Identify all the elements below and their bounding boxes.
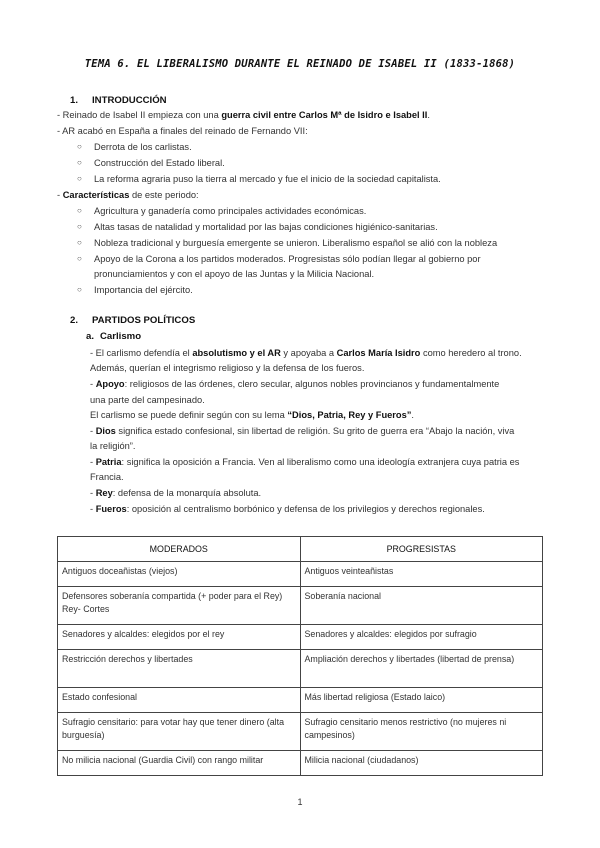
subsection-letter: a.: [86, 331, 95, 342]
list-item: Nobleza tradicional y burguesía emergente se unieron. Liberalismo español se alió con la nobleza: [94, 238, 498, 248]
table-row: [58, 688, 543, 713]
table-row: [58, 587, 543, 625]
table-cell: Senadores y alcaldes: elegidos por el rey: [58, 625, 301, 650]
table-row: [58, 650, 543, 688]
characteristics-heading: - Características de este periodo:: [57, 190, 199, 200]
table-cell: Sufragio censitario: para votar hay que tener dinero (alta burguesía): [58, 713, 301, 751]
list-item: Apoyo de la Corona a los partidos moderados. Progresistas sólo podían llegar al gobierno por: [94, 254, 481, 264]
table-cell: Ampliación derechos y libertades (libertad de prensa): [300, 650, 543, 688]
parties-comparison-table: [57, 536, 543, 776]
table-cell: No milicia nacional (Guardia Civil) con rango militar: [58, 751, 301, 776]
section-1-number: 1.: [70, 95, 79, 106]
table-header-progresistas: PROGRESISTAS: [300, 537, 543, 562]
carlismo-rey: - Rey: defensa de la monarquía absoluta.: [90, 488, 262, 498]
bullet-circle-icon: ○: [77, 206, 82, 215]
table-row: [58, 713, 543, 751]
table-cell: Defensores soberanía compartida (+ poder para el Rey) Rey- Cortes: [58, 587, 301, 625]
table-cell: Restricción derechos y libertades: [58, 650, 301, 688]
table-cell: Milicia nacional (ciudadanos): [300, 751, 543, 776]
intro-line-2: - AR acabó en España a finales del reinado de Fernando VII:: [57, 126, 308, 136]
table-row: [58, 562, 543, 587]
carlismo-fueros: - Fueros: oposición al centralismo borbónico y defensa de los privilegios y derechos regionales.: [90, 504, 485, 514]
table-cell: Antiguos veinteañistas: [300, 562, 543, 587]
table-cell: Antiguos doceañistas (viejos): [58, 562, 301, 587]
list-item-continuation: pronunciamientos y con el apoyo de las Juntas y la Milicia Nacional.: [94, 269, 375, 279]
table-row: [58, 625, 543, 650]
table-cell: Estado confesional: [58, 688, 301, 713]
table-cell: Sufragio censitario menos restrictivo (no mujeres ni campesinos): [300, 713, 543, 751]
bullet-circle-icon: ○: [77, 222, 82, 231]
list-item: Altas tasas de natalidad y mortalidad por las bajas condiciones higiénico-sanitarias.: [94, 222, 438, 232]
carlismo-apoyo: - Apoyo: religiosos de las órdenes, clero secular, algunos nobles provincianos y fundamentalmente: [90, 379, 500, 389]
list-item: Importancia del ejército.: [94, 285, 193, 295]
bullet-circle-icon: ○: [77, 238, 82, 247]
carlismo-apoyo-cont: una parte del campesinado.: [90, 395, 205, 405]
carlismo-para-2: Además, querían el integrismo religioso y la defensa de los fueros.: [90, 363, 365, 373]
table-header-moderados: MODERADOS: [58, 537, 301, 562]
table-cell: Soberanía nacional: [300, 587, 543, 625]
list-item: La reforma agraria puso la tierra al mercado y fue el inicio de la sociedad capitalista.: [94, 174, 441, 184]
section-2-heading: PARTIDOS POLÍTICOS: [92, 315, 196, 326]
bullet-circle-icon: ○: [77, 174, 82, 183]
carlismo-patria-cont: Francia.: [90, 472, 124, 482]
bullet-circle-icon: ○: [77, 285, 82, 294]
table-row: [58, 751, 543, 776]
list-item: Derrota de los carlistas.: [94, 142, 192, 152]
table-header-row: [58, 537, 543, 562]
page-number: 1: [297, 797, 303, 807]
subsection-heading: Carlismo: [100, 331, 142, 342]
bullet-circle-icon: ○: [77, 142, 82, 151]
carlismo-dios: - Dios significa estado confesional, sin libertad de religión. Su grito de guerra era “Abajo la nación, viva: [90, 426, 515, 436]
carlismo-dios-cont: la religión”.: [90, 441, 136, 451]
list-item: Construcción del Estado liberal.: [94, 158, 225, 168]
carlismo-lema: El carlismo se puede definir según con su lema “Dios, Patria, Rey y Fueros”.: [90, 410, 415, 420]
section-1-heading: INTRODUCCIÓN: [92, 95, 167, 106]
carlismo-para-1: - El carlismo defendía el absolutismo y el AR y apoyaba a Carlos María Isidro como heredero al trono.: [90, 348, 522, 358]
table-cell: Senadores y alcaldes: elegidos por sufragio: [300, 625, 543, 650]
table-cell: Más libertad religiosa (Estado laico): [300, 688, 543, 713]
intro-line-1: - Reinado de Isabel II empieza con una guerra civil entre Carlos Mª de Isidro e Isabel II.: [57, 110, 430, 120]
list-item: Agricultura y ganadería como principales actividades económicas.: [94, 206, 367, 216]
document-title: TEMA 6. EL LIBERALISMO DURANTE EL REINADO DE ISABEL II (1833-1868): [84, 58, 516, 70]
carlismo-patria: - Patria: significa la oposición a Francia. Ven al liberalismo como una ideología extranjera cuya patria es: [90, 457, 520, 467]
section-2-number: 2.: [70, 315, 79, 326]
bullet-circle-icon: ○: [77, 254, 82, 263]
bullet-circle-icon: ○: [77, 158, 82, 167]
